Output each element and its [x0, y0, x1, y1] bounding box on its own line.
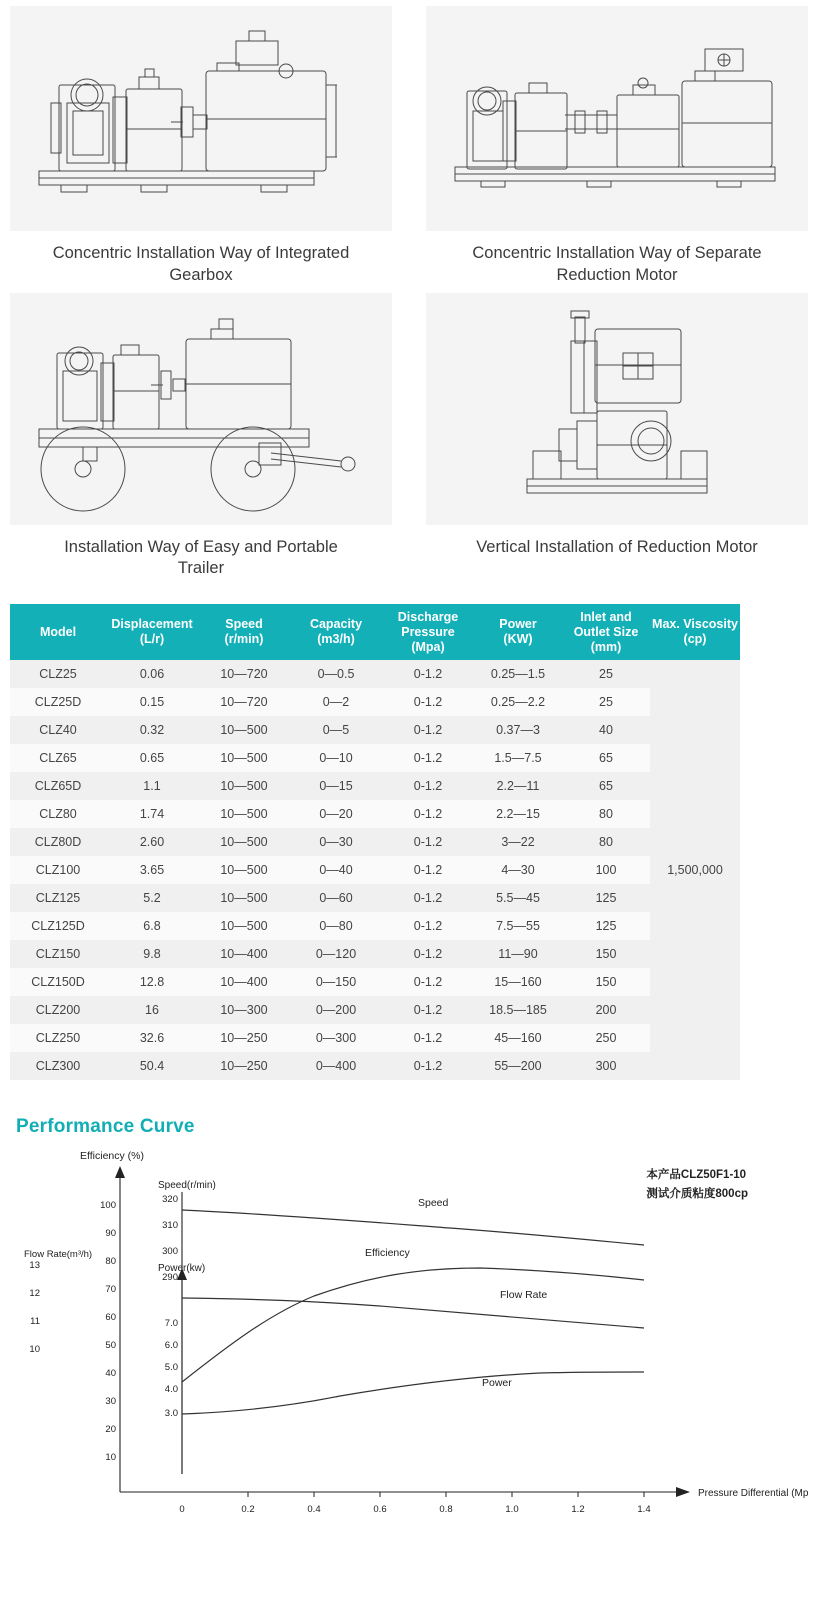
power-series-label: Power [482, 1377, 512, 1390]
table-row [10, 772, 740, 800]
cell-inlet-outlet-size: 65 [562, 744, 650, 772]
cell-discharge-pressure: 0-1.2 [382, 744, 474, 772]
cell-displacement: 1.1 [106, 772, 198, 800]
cell-displacement: 0.32 [106, 716, 198, 744]
cell-speed: 10—500 [198, 912, 290, 940]
cell-discharge-pressure: 0-1.2 [382, 688, 474, 716]
table-row [10, 744, 740, 772]
cell-displacement: 0.15 [106, 688, 198, 716]
cell-capacity: 0—400 [290, 1052, 382, 1080]
x-axis-arrow [676, 1487, 690, 1497]
cell-power: 2.2—11 [474, 772, 562, 800]
cell-speed: 10—500 [198, 772, 290, 800]
cell-inlet-outlet-size: 65 [562, 772, 650, 800]
efficiency-tick: 40 [105, 1368, 116, 1380]
cell-displacement: 1.74 [106, 800, 198, 828]
product-image-caption: Vertical Installation of Reduction Motor [476, 537, 758, 556]
cell-model: CLZ150D [10, 968, 106, 996]
x-tick: 0.4 [307, 1504, 321, 1516]
cell-capacity: 0—300 [290, 1024, 382, 1052]
cell-discharge-pressure: 0-1.2 [382, 1024, 474, 1052]
cell-power: 18.5—185 [474, 996, 562, 1024]
cell-speed: 10—500 [198, 856, 290, 884]
cell-model: CLZ40 [10, 716, 106, 744]
cell-discharge-pressure: 0-1.2 [382, 912, 474, 940]
cell-inlet-outlet-size: 40 [562, 716, 650, 744]
x-tick: 0.2 [241, 1504, 255, 1516]
cell-capacity: 0—15 [290, 772, 382, 800]
cell-capacity: 0—60 [290, 884, 382, 912]
cell-power: 0.37—3 [474, 716, 562, 744]
performance-curve-svg [10, 1144, 808, 1539]
pump-vertical-reduction-motor-drawing [426, 293, 808, 525]
flow-tick: 12 [29, 1288, 40, 1300]
cell-displacement: 32.6 [106, 1024, 198, 1052]
performance-curve-chart [10, 1144, 808, 1539]
power-tick: 6.0 [164, 1340, 178, 1352]
performance-curve-title: Performance Curve [16, 1116, 195, 1138]
cell-model: CLZ250 [10, 1024, 106, 1052]
cell-power: 1.5—7.5 [474, 744, 562, 772]
cell-displacement: 3.65 [106, 856, 198, 884]
cell-model: CLZ25D [10, 688, 106, 716]
efficiency-axis-label: Efficiency (%) [80, 1150, 144, 1163]
cell-capacity: 0—5 [290, 716, 382, 744]
efficiency-tick: 50 [105, 1340, 116, 1352]
flow-tick: 13 [29, 1260, 40, 1272]
table-row [10, 800, 740, 828]
x-tick: 0 [179, 1504, 185, 1516]
cell-max-viscosity: 1,500,000 [650, 660, 740, 1080]
pump-portable-trailer-drawing [10, 293, 392, 525]
cell-power: 5.5—45 [474, 884, 562, 912]
column-header-displacement: Displacement (L/r) [106, 604, 198, 660]
cell-model: CLZ65D [10, 772, 106, 800]
cell-capacity: 0—150 [290, 968, 382, 996]
product-image-caption: Installation Way of Easy and Portable Trailer [64, 537, 338, 578]
product-image-cell [426, 293, 808, 581]
column-header-max-viscosity: Max. Viscosity (cp) [650, 604, 740, 660]
cell-inlet-outlet-size: 200 [562, 996, 650, 1024]
efficiency-tick: 20 [105, 1424, 116, 1436]
cell-speed: 10—500 [198, 744, 290, 772]
product-image-grid [10, 0, 808, 586]
cell-model: CLZ25 [10, 660, 106, 688]
table-row [10, 1024, 740, 1052]
cell-discharge-pressure: 0-1.2 [382, 996, 474, 1024]
efficiency-tick: 60 [105, 1312, 116, 1324]
cell-discharge-pressure: 0-1.2 [382, 1052, 474, 1080]
table-row [10, 688, 740, 716]
cell-speed: 10—300 [198, 996, 290, 1024]
column-header-discharge-pressure: Discharge Pressure (Mpa) [382, 604, 474, 660]
cell-speed: 10—500 [198, 828, 290, 856]
efficiency-series-label: Efficiency [365, 1247, 410, 1260]
speed-tick: 310 [162, 1220, 178, 1232]
cell-displacement: 16 [106, 996, 198, 1024]
cell-power: 45—160 [474, 1024, 562, 1052]
cell-capacity: 0—40 [290, 856, 382, 884]
power-axis-label: Power(kw) [158, 1263, 206, 1275]
speed-series-label: Speed [418, 1197, 449, 1210]
speed-tick: 300 [162, 1246, 178, 1258]
power-tick: 3.0 [164, 1408, 178, 1420]
table-row [10, 1052, 740, 1080]
cell-power: 0.25—2.2 [474, 688, 562, 716]
cell-displacement: 50.4 [106, 1052, 198, 1080]
efficiency-tick: 70 [105, 1284, 116, 1296]
cell-inlet-outlet-size: 150 [562, 968, 650, 996]
efficiency-tick: 100 [100, 1200, 116, 1212]
cell-speed: 10—720 [198, 688, 290, 716]
efficiency-tick: 10 [105, 1452, 116, 1464]
x-tick: 1.0 [505, 1504, 519, 1516]
cell-power: 55—200 [474, 1052, 562, 1080]
cell-speed: 10—500 [198, 884, 290, 912]
product-image-cell [10, 6, 392, 287]
cell-capacity: 0—200 [290, 996, 382, 1024]
product-image-cell [426, 6, 808, 287]
cell-discharge-pressure: 0-1.2 [382, 800, 474, 828]
cell-model: CLZ200 [10, 996, 106, 1024]
cell-discharge-pressure: 0-1.2 [382, 940, 474, 968]
table-row [10, 912, 740, 940]
power-tick: 7.0 [164, 1318, 178, 1330]
power-tick: 4.0 [164, 1384, 178, 1396]
efficiency-tick: 90 [105, 1228, 116, 1240]
x-axis-label: Pressure Differential (Mpa) [698, 1488, 808, 1500]
chart-note [646, 1166, 748, 1203]
cell-displacement: 0.65 [106, 744, 198, 772]
flow-tick: 11 [30, 1316, 40, 1328]
cell-displacement: 2.60 [106, 828, 198, 856]
cell-model: CLZ150 [10, 940, 106, 968]
efficiency-curve [182, 1268, 644, 1382]
cell-power: 15—160 [474, 968, 562, 996]
cell-inlet-outlet-size: 125 [562, 912, 650, 940]
product-image-caption: Concentric Installation Way of Integrated Gearbox [52, 244, 350, 284]
column-header-speed: Speed (r/min) [198, 604, 290, 660]
pump-drawing-svg [437, 19, 797, 219]
cell-power: 4—30 [474, 856, 562, 884]
cell-speed: 10—250 [198, 1052, 290, 1080]
cell-model: CLZ80D [10, 828, 106, 856]
product-image-cell [10, 293, 392, 581]
table-header-row [10, 604, 740, 660]
chart-note-line1: 本产品CLZ50F1-10 [646, 1169, 747, 1182]
cell-capacity: 0—10 [290, 744, 382, 772]
table-body [10, 660, 740, 1080]
cell-displacement: 12.8 [106, 968, 198, 996]
cell-inlet-outlet-size: 250 [562, 1024, 650, 1052]
product-image-caption: Concentric Installation Way of Separate Reduction Motor [472, 244, 762, 284]
cell-model: CLZ80 [10, 800, 106, 828]
table-row [10, 716, 740, 744]
cell-inlet-outlet-size: 80 [562, 800, 650, 828]
efficiency-tick: 30 [105, 1396, 116, 1408]
cell-power: 11—90 [474, 940, 562, 968]
column-header-inlet-outlet-size: Inlet and Outlet Size (mm) [562, 604, 650, 660]
cell-speed: 10—250 [198, 1024, 290, 1052]
cell-discharge-pressure: 0-1.2 [382, 884, 474, 912]
speed-tick: 320 [162, 1194, 178, 1206]
flow-tick: 10 [29, 1344, 40, 1356]
cell-displacement: 6.8 [106, 912, 198, 940]
cell-capacity: 0—2 [290, 688, 382, 716]
cell-displacement: 0.06 [106, 660, 198, 688]
pump-separate-reduction-motor-drawing [426, 6, 808, 231]
flow-rate-curve [182, 1298, 644, 1328]
speed-tick: 290 [162, 1272, 178, 1284]
table-row [10, 884, 740, 912]
column-header-capacity: Capacity (m3/h) [290, 604, 382, 660]
cell-speed: 10—720 [198, 660, 290, 688]
power-curve [182, 1372, 644, 1414]
specification-table-wrapper [10, 604, 808, 1080]
cell-discharge-pressure: 0-1.2 [382, 772, 474, 800]
cell-speed: 10—400 [198, 968, 290, 996]
cell-inlet-outlet-size: 80 [562, 828, 650, 856]
cell-model: CLZ65 [10, 744, 106, 772]
cell-capacity: 0—30 [290, 828, 382, 856]
cell-capacity: 0—0.5 [290, 660, 382, 688]
speed-curve [182, 1210, 644, 1245]
cell-model: CLZ100 [10, 856, 106, 884]
cell-discharge-pressure: 0-1.2 [382, 828, 474, 856]
table-row [10, 968, 740, 996]
x-tick: 1.4 [637, 1504, 651, 1516]
pump-integrated-gearbox-drawing [10, 6, 392, 231]
flow-rate-series-label: Flow Rate [500, 1289, 548, 1302]
cell-model: CLZ125 [10, 884, 106, 912]
cell-capacity: 0—80 [290, 912, 382, 940]
speed-axis-label: Speed(r/min) [158, 1180, 216, 1192]
cell-discharge-pressure: 0-1.2 [382, 716, 474, 744]
cell-speed: 10—500 [198, 716, 290, 744]
flow-axis-label: Flow Rate(m³/h) [24, 1249, 93, 1261]
x-tick: 0.6 [373, 1504, 387, 1516]
cell-power: 0.25—1.5 [474, 660, 562, 688]
power-tick: 5.0 [164, 1362, 178, 1374]
table-row [10, 828, 740, 856]
cell-capacity: 0—120 [290, 940, 382, 968]
table-row [10, 660, 740, 688]
column-header-model: Model [10, 604, 106, 660]
cell-speed: 10—400 [198, 940, 290, 968]
chart-note-line2: 测试介质粘度800cp [646, 1187, 748, 1200]
x-tick: 0.8 [439, 1504, 453, 1516]
column-header-power: Power (KW) [474, 604, 562, 660]
cell-displacement: 9.8 [106, 940, 198, 968]
efficiency-axis-arrow [115, 1166, 125, 1178]
table-row [10, 856, 740, 884]
cell-inlet-outlet-size: 100 [562, 856, 650, 884]
cell-inlet-outlet-size: 25 [562, 688, 650, 716]
pump-drawing-svg [21, 19, 381, 219]
table-header [10, 604, 740, 660]
cell-inlet-outlet-size: 25 [562, 660, 650, 688]
cell-discharge-pressure: 0-1.2 [382, 856, 474, 884]
cell-inlet-outlet-size: 300 [562, 1052, 650, 1080]
cell-capacity: 0—20 [290, 800, 382, 828]
cell-model: CLZ125D [10, 912, 106, 940]
cell-displacement: 5.2 [106, 884, 198, 912]
cell-inlet-outlet-size: 125 [562, 884, 650, 912]
pump-drawing-svg [21, 301, 381, 516]
cell-discharge-pressure: 0-1.2 [382, 660, 474, 688]
efficiency-tick: 80 [105, 1256, 116, 1268]
cell-discharge-pressure: 0-1.2 [382, 968, 474, 996]
cell-power: 2.2—15 [474, 800, 562, 828]
cell-inlet-outlet-size: 150 [562, 940, 650, 968]
specification-table [10, 604, 740, 1080]
pump-drawing-svg [437, 301, 797, 516]
cell-speed: 10—500 [198, 800, 290, 828]
table-row [10, 940, 740, 968]
cell-model: CLZ300 [10, 1052, 106, 1080]
x-tick: 1.2 [571, 1504, 585, 1516]
cell-power: 3—22 [474, 828, 562, 856]
cell-power: 7.5—55 [474, 912, 562, 940]
table-row [10, 996, 740, 1024]
